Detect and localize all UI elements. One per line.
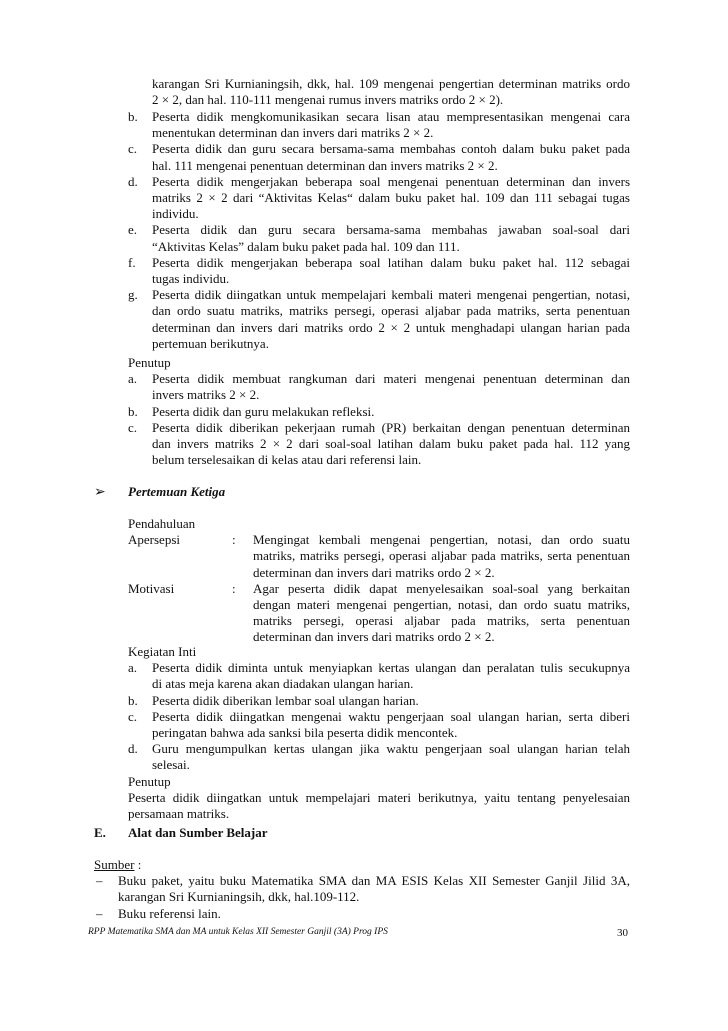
text-line: Peserta didik dan guru secara bersama-sama membahas jawaban soal-soal dari: [152, 222, 630, 238]
sumber-label: Sumber: [94, 857, 135, 872]
list-item: [128, 174, 630, 223]
text-line: hal. 111 mengenai penentuan determinan dan invers matriks 2 × 2.: [152, 157, 498, 173]
text-line: dengan materi mengenai pengertian, notasi, dan ordo suatu matriks,: [253, 597, 630, 613]
pendahuluan-section: [128, 516, 630, 646]
section-title: Alat dan Sumber Belajar: [128, 825, 268, 840]
list-item: [128, 287, 630, 352]
list-marker: g.: [128, 287, 138, 303]
list-marker: d.: [128, 173, 138, 189]
list-item: [128, 420, 630, 469]
section-marker: E.: [94, 825, 106, 840]
text-line: Peserta didik membuat rangkuman dari materi mengenai penentuan determinan dan: [152, 371, 630, 387]
continuation-paragraph: [152, 76, 630, 108]
text-line: determinan dan invers dari matriks ordo 2 × 2.: [253, 564, 495, 580]
activity-steps-list: [128, 109, 630, 352]
text-line: Peserta didik diberikan pekerjaan rumah (PR) berkaitan dengan penentuan determinan: [152, 419, 630, 435]
text-line: pertemuan berikutnya.: [152, 335, 269, 351]
row-colon: :: [232, 580, 236, 596]
text-line: Peserta didik mengkomunikasikan secara lisan atau mempresentasikan mengenai cara: [152, 109, 630, 124]
text-line: Buku paket, yaitu buku Matematika SMA dan MA ESIS Kelas XII Semester Ganjil Jilid 3A,: [118, 873, 630, 889]
text-line: individu.: [152, 206, 199, 222]
list-marker: c.: [128, 708, 138, 724]
list-marker: b.: [128, 403, 138, 419]
list-item: [94, 873, 630, 905]
section-heading: Penutup: [128, 355, 171, 370]
meeting-title: Pertemuan Ketiga: [128, 484, 226, 499]
text-line: Mengingat kembali mengenai pengertian, notasi, dan ordo suatu: [253, 532, 630, 548]
text-line: matriks persegi, operasi aljabar pada matriks, serta penentuan: [253, 613, 630, 629]
text-line: Peserta didik dan guru melakukan refleksi.: [152, 403, 375, 419]
page-footer: [88, 927, 628, 937]
text-line: Peserta didik mengerjakan beberapa soal mengenai penentuan determinan dan invers: [152, 173, 630, 189]
kegiatan-inti-section: [128, 644, 630, 822]
list-item: [128, 222, 630, 254]
text-line: Peserta didik dan guru secara bersama-sama membahas contoh dalam buku paket pada: [152, 141, 630, 157]
apersepsi-row: [128, 532, 630, 581]
list-marker: a.: [128, 660, 138, 676]
text-line: Agar peserta didik dapat menyelesaikan soal-soal yang berkaitan: [253, 580, 630, 596]
footer-text: RPP Matematika SMA dan MA untuk Kelas XII Semester Ganjil (3A) Prog IPS: [88, 927, 388, 937]
list-marker: b.: [128, 692, 138, 708]
list-item: [128, 141, 630, 173]
list-marker: f.: [128, 254, 136, 270]
list-item: [128, 255, 630, 287]
motivasi-row: [128, 581, 630, 646]
page-number: 30: [617, 927, 628, 939]
list-marker: a.: [128, 371, 138, 387]
text-line: persamaan matriks.: [128, 806, 230, 822]
list-marker: d.: [128, 741, 138, 757]
text-line: matriks, matriks persegi, operasi aljabar pada matriks, serta penentuan: [253, 548, 630, 564]
section-heading: Pendahuluan: [128, 516, 196, 531]
text-line: peringatan bahwa ada sanksi bila peserta didik mencontek.: [152, 725, 458, 741]
text-line: tugas individu.: [152, 271, 230, 287]
list-item: [128, 741, 630, 773]
text-line: selesai.: [152, 757, 190, 773]
penutup-section: [128, 355, 630, 468]
row-label: Motivasi: [128, 580, 175, 596]
list-item: [128, 709, 630, 741]
list-item: [128, 404, 630, 420]
text-line: 2 × 2, dan hal. 110-111 mengenai rumus invers matriks ordo 2 × 2).: [152, 92, 504, 108]
list-item: [128, 693, 630, 709]
list-marker: b.: [128, 109, 138, 124]
text-line: invers matriks 2 × 2.: [152, 387, 260, 403]
text-line: Buku referensi lain.: [118, 905, 221, 921]
row-label: Apersepsi: [128, 532, 180, 548]
dash-marker: –: [96, 873, 103, 889]
text-line: karangan Sri Kurnianingsih, dkk, hal. 109 mengenai pengertian determinan matriks ordo: [152, 76, 630, 91]
text-line: matriks 2 × 2 dari “Aktivitas Kelas“ dalam buku paket hal. 109 dan 111 sebagai tugas: [152, 190, 630, 206]
sumber-label-row: [94, 857, 630, 873]
dash-marker: –: [96, 905, 103, 921]
text-line: Guru mengumpulkan kertas ulangan jika waktu pengerjaan soal ulangan harian telah: [152, 741, 630, 757]
sumber-section: [94, 857, 630, 922]
list-marker: e.: [128, 222, 138, 238]
text-line: belum terselesaikan di kelas atau dari referensi lain.: [152, 452, 422, 468]
list-item: [128, 371, 630, 403]
text-line: Peserta didik diingatkan mengenai waktu pengerjaan soal ulangan harian, serta diberi: [152, 708, 630, 724]
list-item: [128, 660, 630, 692]
text-line: determinan dan invers dari matriks ordo 2 × 2.: [253, 629, 495, 645]
text-line: dan ordo suatu matriks, matriks persegi, operasi aljabar pada matriks, serta penentuan: [152, 303, 630, 319]
list-item: [94, 906, 630, 922]
text-line: dan invers matriks 2 × 2 dari soal-soal latihan dalam buku paket pada hal. 112 yang: [152, 436, 630, 452]
list-item: [128, 109, 630, 141]
text-line: determinan dan invers dari matriks ordo 2 × 2 untuk menghadapi ulangan harian pada: [152, 319, 630, 335]
list-marker: c.: [128, 419, 138, 435]
section-heading: Kegiatan Inti: [128, 644, 197, 659]
text-line: Peserta didik mengerjakan beberapa soal latihan dalam buku paket hal. 112 sebagai: [152, 254, 630, 270]
arrow-bullet-icon: ➢: [94, 484, 106, 500]
text-line: menentukan determinan dan invers dari matriks 2 × 2.: [152, 125, 434, 141]
row-colon: :: [232, 532, 236, 548]
section-heading: Penutup: [128, 773, 171, 789]
text-line: karangan Sri Kurnianingsih, dkk, hal.109-112.: [118, 889, 360, 905]
text-line: Peserta didik diingatkan untuk mempelajari kembali materi mengenai pengertian, notasi,: [152, 287, 630, 303]
text-line: Peserta didik diberikan lembar soal ulangan harian.: [152, 692, 419, 708]
text-line: Peserta didik diingatkan untuk mempelajari materi berikutnya, yaitu tentang penyelesaian: [128, 789, 630, 805]
list-marker: c.: [128, 141, 138, 157]
sumber-colon: :: [134, 857, 142, 872]
text-line: Peserta didik diminta untuk menyiapkan kertas ulangan dan peralatan tulis secukupnya: [152, 660, 630, 676]
text-line: di atas meja karena akan diadakan ulangan harian.: [152, 676, 414, 692]
text-line: “Aktivitas Kelas” dalam buku paket pada hal. 109 dan 111.: [152, 238, 460, 254]
